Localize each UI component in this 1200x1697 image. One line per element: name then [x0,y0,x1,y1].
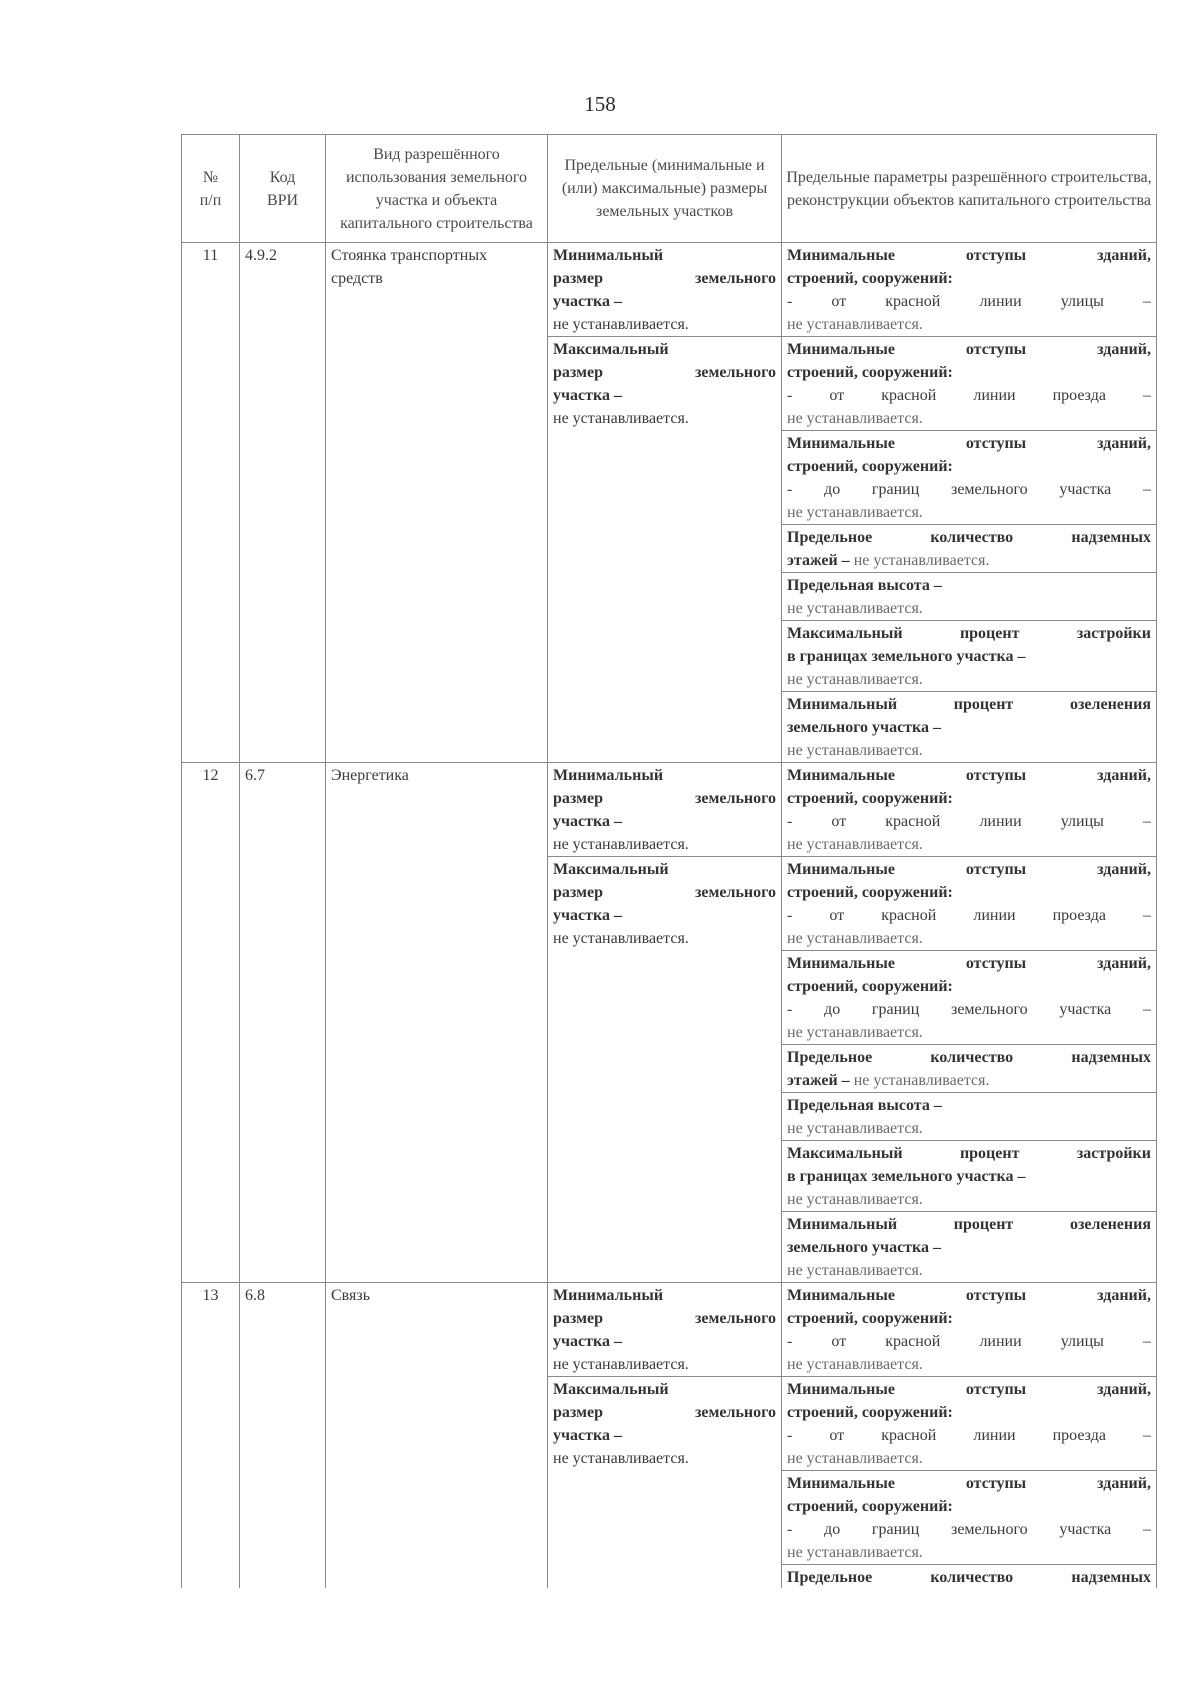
max-plot-size: Максимальный размер земельного участка – не устанавливается. [548,337,782,763]
row-num: 13 [182,1283,240,1589]
param-setback-street: Минимальные отступы зданий, строений, сооружений: - от красной линии улицы – не устанавливается. [782,763,1157,857]
row-code: 6.8 [240,1283,326,1589]
param-height: Предельная высота – не устанавливается. [782,573,1157,621]
table-row [182,1283,1157,1377]
row-code: 6.7 [240,763,326,1283]
row-use-kind: Стоянка транспортных средств [326,243,548,763]
table-row [182,243,1157,337]
max-plot-size: Максимальный размер земельного участка – не устанавливается. [548,857,782,1283]
row-use-kind: Связь [326,1283,548,1589]
param-setback-driveway: Минимальные отступы зданий, строений, сооружений: - от красной линии проезда – не устанавливается. [782,1377,1157,1471]
header-code: Код ВРИ [240,135,326,243]
table-row [182,763,1157,857]
header-params: Предельные параметры разрешённого строительства, реконструкции объектов капитального строительства [782,135,1157,243]
table-header-row [182,135,1157,243]
min-plot-size: Минимальный размер земельного участка – не устанавливается. [548,243,782,337]
max-plot-size: Максимальный размер земельного участка – не устанавливается. [548,1377,782,1589]
param-setback-street: Минимальные отступы зданий, строений, сооружений: - от красной линии улицы – не устанавливается. [782,1283,1157,1377]
header-use-kind: Вид разрешённого использования земельного участка и объекта капитального строительства [326,135,548,243]
param-setback-boundary: Минимальные отступы зданий, строений, сооружений: - до границ земельного участка – не устанавливается. [782,431,1157,525]
param-setback-boundary: Минимальные отступы зданий, строений, сооружений: - до границ земельного участка – не устанавливается. [782,1471,1157,1565]
param-floors: Предельное количество надземных [782,1565,1157,1589]
param-max-coverage: Максимальный процент застройки в границах земельного участка – не устанавливается. [782,1141,1157,1212]
page-number: 158 [584,92,616,116]
row-num: 11 [182,243,240,763]
param-setback-driveway: Минимальные отступы зданий, строений, сооружений: - от красной линии проезда – не устанавливается. [782,857,1157,951]
min-plot-size: Минимальный размер земельного участка – не устанавливается. [548,763,782,857]
param-min-greenery: Минимальный процент озеленения земельного участка – не устанавливается. [782,692,1157,763]
param-setback-driveway: Минимальные отступы зданий, строений, сооружений: - от красной линии проезда – не устанавливается. [782,337,1157,431]
param-height: Предельная высота – не устанавливается. [782,1093,1157,1141]
row-num: 12 [182,763,240,1283]
param-floors: Предельное количество надземных этажей – не устанавливается. [782,525,1157,573]
min-plot-size: Минимальный размер земельного участка – не устанавливается. [548,1283,782,1377]
regulations-table [181,134,1157,1588]
param-floors: Предельное количество надземных этажей – не устанавливается. [782,1045,1157,1093]
param-min-greenery: Минимальный процент озеленения земельного участка – не устанавливается. [782,1212,1157,1283]
param-max-coverage: Максимальный процент застройки в границах земельного участка – не устанавливается. [782,621,1157,692]
row-code: 4.9.2 [240,243,326,763]
header-num: № п/п [182,135,240,243]
header-plot-sizes: Предельные (минимальные и (или) максимальные) размеры земельных участков [548,135,782,243]
param-setback-boundary: Минимальные отступы зданий, строений, сооружений: - до границ земельного участка – не устанавливается. [782,951,1157,1045]
param-setback-street: Минимальные отступы зданий, строений, сооружений: - от красной линии улицы – не устанавливается. [782,243,1157,337]
row-use-kind: Энергетика [326,763,548,1283]
